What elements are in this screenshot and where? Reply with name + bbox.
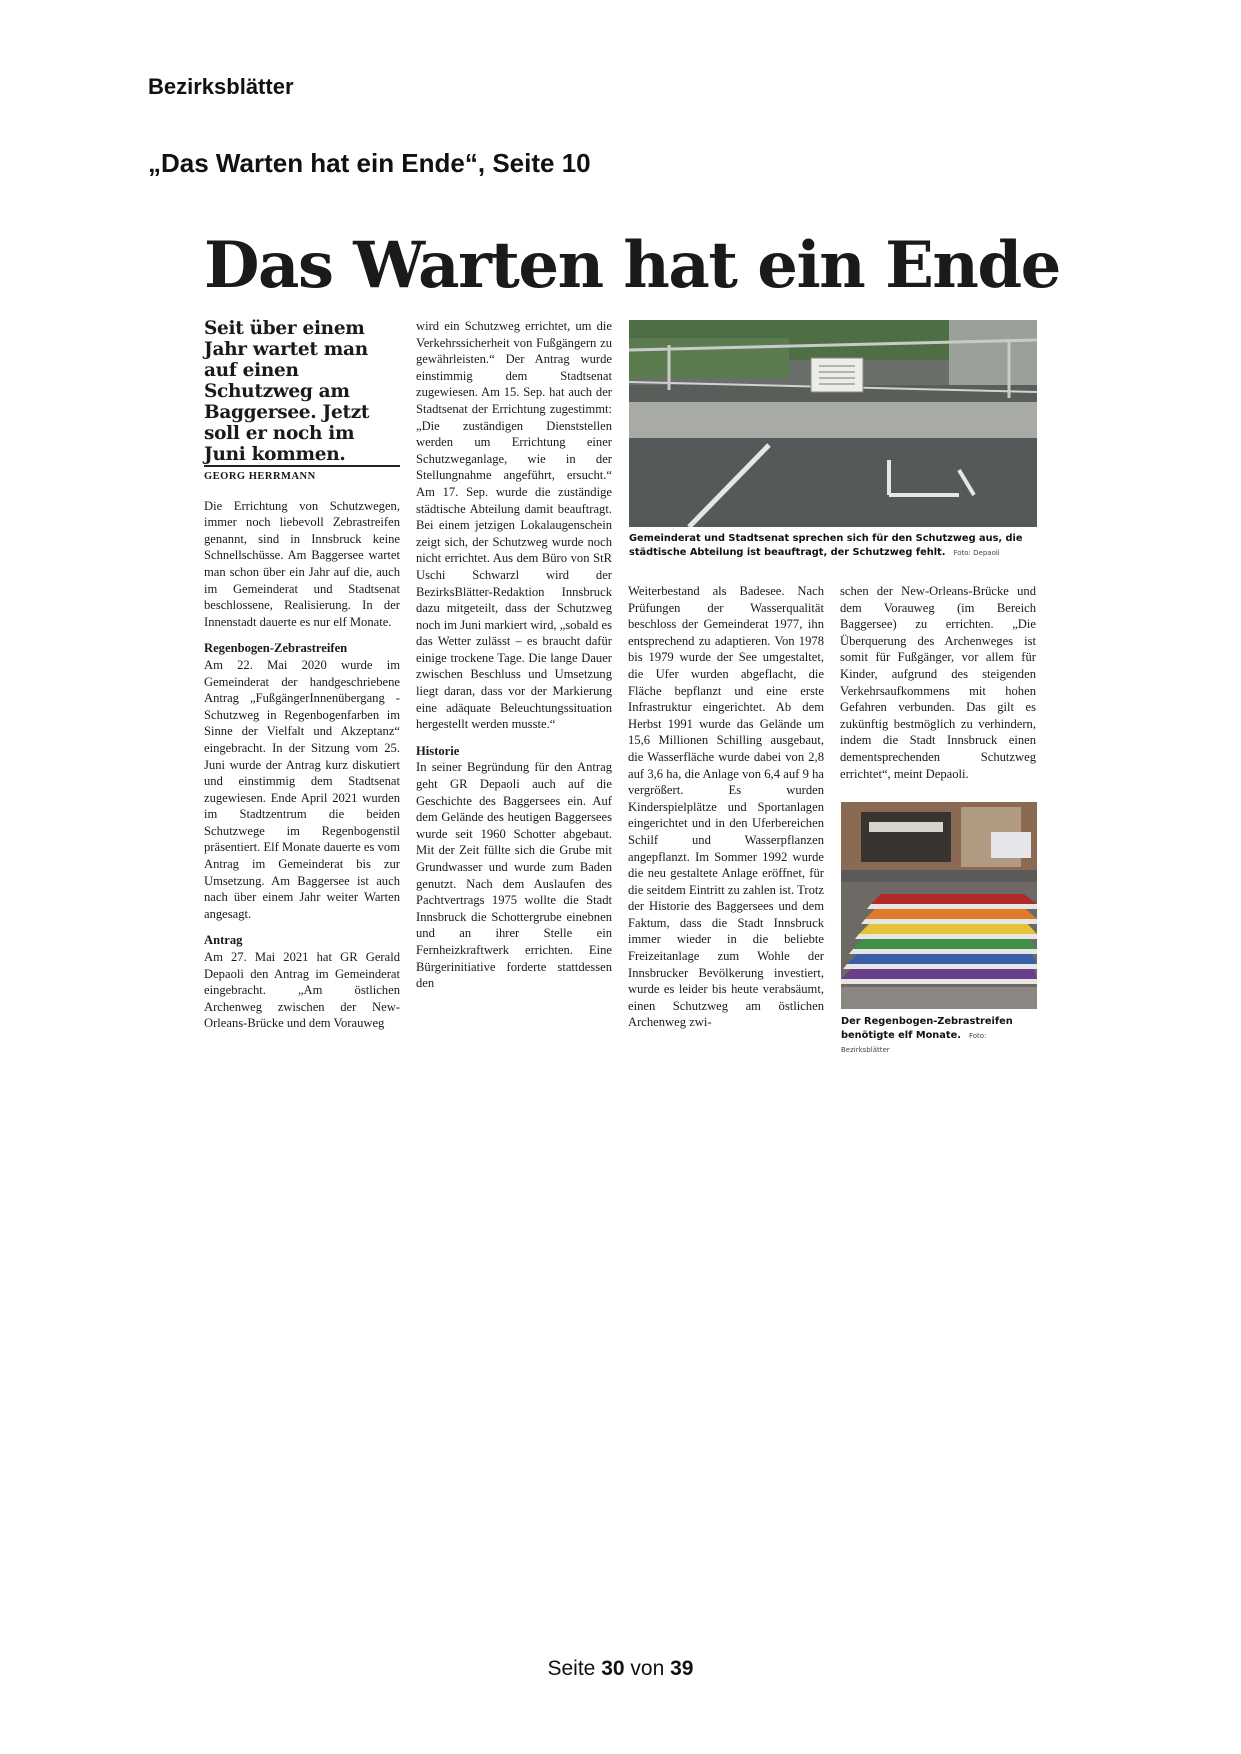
rainbow-stripes [841,894,1037,984]
subheading: Historie [416,743,460,758]
article-column-3 [628,583,824,1031]
rainbow-stripe [865,909,1037,919]
paragraph: wird ein Schutzweg errichtet, um die Verkehrssicherheit von Fußgängern zu gewährleisten.“ Der Antrag wurde einstimmig dem Stadtsenat zugewiesen. Am 15. Sep. hat auch der Stadtsenat der Errichtung zugestimmt: „Die zuständigen Dienststellen werden um Errichtung einer Schutzweganlage, wie in der Stellungnahme angeführt, ersucht.“ Am 17. Sep. wurde die zuständige städtische Abteilung damit beauftragt. Bei einem jetzigen Lokalaugenschein zeigt sich, der Schutzweg wurde noch nicht errichtet. Aus dem Büro von StR Uschi Schwarzl wird der BezirksBlätter-Redaktion Innsbruck dazu mitgeteilt, dass der Schutzweg noch im Juni markiert wird, „sobald es das Wetter zulässt – es braucht dafür einige trockene Tage. Die lange Dauer zwischen Beschluss und Umsetzung liegt daran, dass vor der Markierung eine adäquate Beleuchtungssituation hergestellt werden musste.“ [416,319,612,732]
caption-text: Gemeinderat und Stadtsenat sprechen sich für den Schutzweg aus, die städtische Abteilung ist beauftragt, der Schutzweg fehlt. [629,533,1023,558]
article-byline: GEORG HERRMANN [204,465,400,486]
rainbow-stripe [859,924,1037,934]
page-number [0,1657,1241,1681]
newspaper-clipping [196,228,1060,1060]
photo-credit: Foto: Bezirksblätter [841,1032,987,1054]
white-stripe [867,904,1037,909]
white-stripe [841,979,1037,984]
photo-caption [629,532,1037,560]
paragraph: Die Errichtung von Schutzwegen, immer noch liebevoll Zebrastreifen genannt, sind in Innsbruck keine Schnellschüsse. Am Baggersee wartet man schon über ein Jahr auf die, auch im Gemeinderat und Stadtsenat beschlossene, Realisierung. In der Innenstadt dauerte es nur elf Monate. [204,498,400,629]
rainbow-crossing-illustration [841,802,1037,1009]
article-lead: Seit über einem Jahr wartet man auf einen Schutzweg am Baggersee. Jetzt soll er noch im Juni kommen. [204,318,370,465]
paragraph: Weiterbestand als Badesee. Nach Prüfungen der Wasserqualität beschloss der Gemeinderat 1977, ihn entsprechend zu adaptieren. Von 1978 bis 1979 wurde der See umgestaltet, die Ufer wurden abgeflacht, die Fläche bepflanzt und eine erste Infrastruktur eingerichtet. Ab dem Herbst 1991 wurde das Gelände um 15,6 Millionen Schilling ausgebaut, die Wasserfläche wurde dabei von 2,8 auf 3,6 ha, die Anlage von 6,4 auf 9 ha vergrößert. Es wurden Kinderspielplätze und Sportanlagen eingerichtet und in den Uferbereichen Schilf und Wasserpflanzen angepflanzt. Im Sommer 1992 wurde die neu gestaltete Anlage eröffnet, für die seitdem Eintritt zu zahlen ist. Trotz der Historie des Baggersees und dem Faktum, dass die Stadt Innsbruck immer wieder in die beliebte Freizeitanlage zum Wohle der Innsbrucker Bevölkerung investiert, wurde es leider bis heute verabsäumt, einen Schutzweg am östlichen Archenweg zwi- [628,584,824,1030]
caption-text: Der Regenbogen-Zebrastreifen benötigte elf Monate. [841,1016,1013,1041]
rainbow-stripe [841,969,1037,979]
rainbow-stripe [871,894,1037,904]
rainbow-stripe [847,954,1037,964]
photo-baggersee-road [629,320,1037,527]
paragraph: schen der New-Orleans-Brücke und dem Vorauweg (im Bereich Baggersee) zu errichten. „Die Überquerung des Archenweges ist somit für Fußgänger, vor allem für Kinder, aufgrund des steigenden Verkehrsaufkommens mit hohen Gefahren verbunden. Das gilt es zukünftig bestmöglich zu verhindern, indem die Stadt Innsbruck einen dementsprechenden Schutzweg errichtet“, meint Depaoli. [840,584,1036,781]
paragraph: Am 22. Mai 2020 wurde im Gemeinderat der handgeschriebene Antrag „FußgängerInnenübergang - Schutzweg in Regenbogenfarben im Sinne der Vielfalt und Akzeptanz“ eingebracht. In der Sitzung vom 25. Juni wurde der Antrag kurz diskutiert und einstimmig dem Stadtsenat zugewiesen. Ende April 2021 wurden im Stadtzentrum die beiden Schutzwege im Regenbogenstil präsentiert. Elf Monate dauerte es vom Antrag im Gemeinderat bis zur Umsetzung. Am Baggersee ist auch nach über einem Jahr weiter Warten angesagt. [204,657,400,921]
current-page: 30 [601,1657,625,1680]
publication-title: Bezirksblätter [148,74,294,99]
paragraph: In seiner Begründung für den Antrag geht GR Depaoli auch auf die Geschichte des Baggersees ein. Auf dem Gelände des heutigen Baggersees wurde seit 1960 Schotter abgebaut. Mit der Zeit füllte sich die Grube mit Grundwasser und wurde zum Baden genutzt. Nach dem Auslaufen des Pachtvertrags 1975 wollte die Stadt Innsbruck die Schottergrube einebnen und an ihrer Stelle ein Fernheizkraftwerk errichten. Eine Bürgerinitiative forderte stattdessen den [416,760,612,991]
white-stripe [855,934,1037,939]
article-column-1 [204,318,400,1032]
page-label: Seite [547,1657,596,1680]
subheading: Regenbogen-Zebrastreifen [204,641,348,656]
white-stripe [849,949,1037,954]
article-reference: „Das Warten hat ein Ende“, Seite 10 [148,148,591,178]
paragraph: Am 27. Mai 2021 hat GR Gerald Depaoli den Antrag im Gemeinderat eingebracht. „Am östlichen Archenweg zwischen der New-Orleans-Brücke und dem Vorauweg [204,950,400,1031]
road-photo-illustration [629,320,1037,527]
article-column-2 [416,318,612,992]
article-column-4 [840,583,1036,782]
article-headline: Das Warten hat ein Ende [204,228,1060,303]
photo-caption [841,1015,1037,1057]
page-of: von [630,1657,665,1680]
white-stripe [861,919,1037,924]
rainbow-stripe [853,939,1037,949]
photo-rainbow-crossing [841,802,1037,1009]
subheading: Antrag [204,933,243,948]
total-pages: 39 [670,1657,694,1680]
photo-credit: Foto: Depaoli [953,549,1000,557]
white-stripe [843,964,1037,969]
